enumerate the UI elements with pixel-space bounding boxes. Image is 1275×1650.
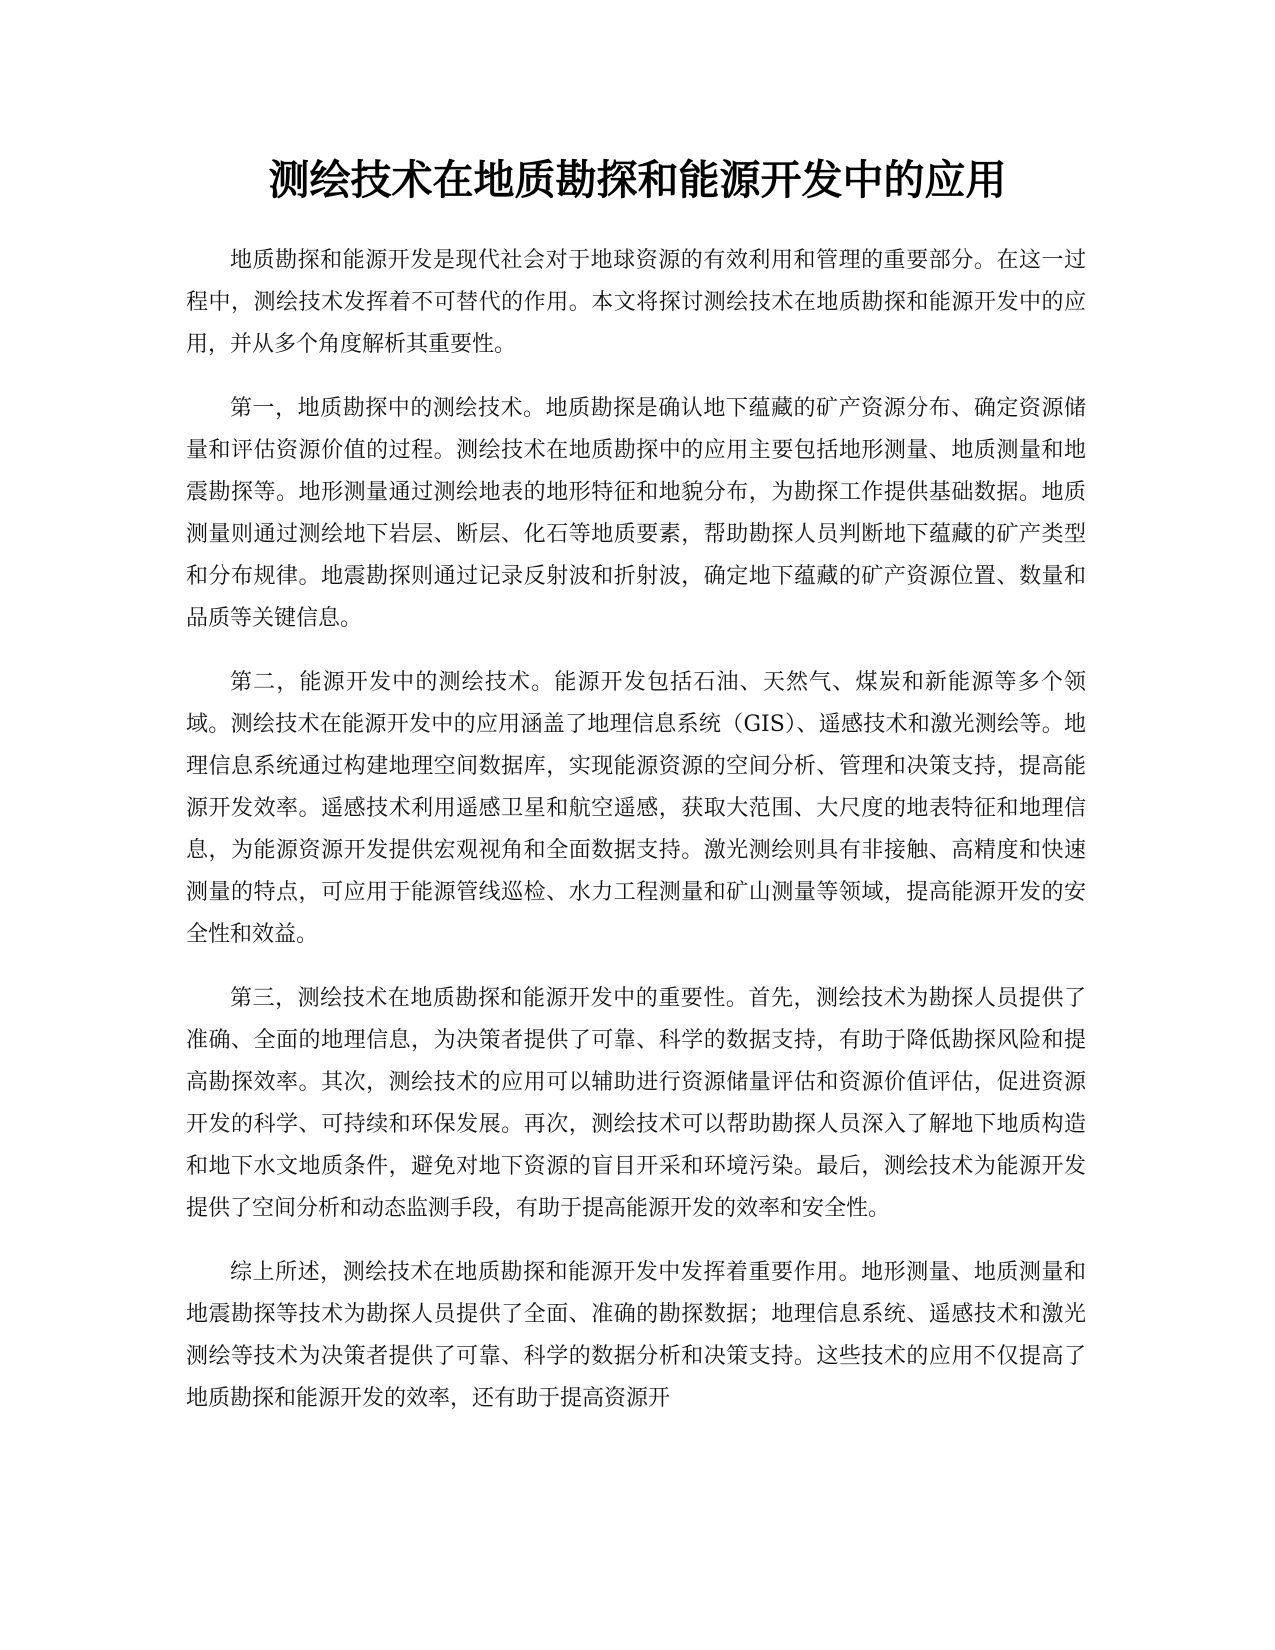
document-body [186,240,1086,1442]
paragraph-energy-development: 第二，能源开发中的测绘技术。能源开发包括石油、天然气、煤炭和新能源等多个领域。测绘技术在能源开发中的应用涵盖了地理信息系统（GIS）、遥感技术和激光测绘等。地理信息系统通过构建地理空间数据库，实现能源资源的空间分析、管理和决策支持，提高能源开发效率。遥感技术利用遥感卫星和航空遥感，获取大范围、大尺度的地表特征和地理信息，为能源资源开发提供宏观视角和全面数据支持。激光测绘则具有非接触、高精度和快速测量的特点，可应用于能源管线巡检、水力工程测量和矿山测量等领域，提高能源开发的安全性和效益。 [186,670,1086,947]
document-title: 测绘技术在地质勘探和能源开发中的应用 [268,156,1007,204]
paragraph-summary: 综上所述，测绘技术在地质勘探和能源开发中发挥着重要作用。地形测量、地质测量和地震勘探等技术为勘探人员提供了全面、准确的勘探数据；地理信息系统、遥感技术和激光测绘等技术为决策者提供了可靠、科学的数据分析和决策支持。这些技术的应用不仅提高了地质勘探和能源开发的效率，还有助于提高资源开 [186,1260,1086,1411]
paragraph-geological-survey: 第一，地质勘探中的测绘技术。地质勘探是确认地下蕴藏的矿产资源分布、确定资源储量和评估资源价值的过程。测绘技术在地质勘探中的应用主要包括地形测量、地质测量和地震勘探等。地形测量通过测绘地表的地形特征和地貌分布，为勘探工作提供基础数据。地质测量则通过测绘地下岩层、断层、化石等地质要素，帮助勘探人员判断地下蕴藏的矿产类型和分布规律。地震勘探则通过记录反射波和折射波，确定地下蕴藏的矿产资源位置、数量和品质等关键信息。 [186,396,1086,631]
paragraph-importance: 第三，测绘技术在地质勘探和能源开发中的重要性。首先，测绘技术为勘探人员提供了准确、全面的地理信息，为决策者提供了可靠、科学的数据支持，有助于降低勘探风险和提高勘探效率。其次，测绘技术的应用可以辅助进行资源储量评估和资源价值评估，促进资源开发的科学、可持续和环保发展。再次，测绘技术可以帮助勘探人员深入了解地下地质构造和地下水文地质条件，避免对地下资源的盲目开采和环境污染。最后，测绘技术为能源开发提供了空间分析和动态监测手段，有助于提高能源开发的效率和安全性。 [186,986,1086,1221]
paragraph-intro: 地质勘探和能源开发是现代社会对于地球资源的有效利用和管理的重要部分。在这一过程中，测绘技术发挥着不可替代的作用。本文将探讨测绘技术在地质勘探和能源开发中的应用，并从多个角度解析其重要性。 [186,248,1086,357]
